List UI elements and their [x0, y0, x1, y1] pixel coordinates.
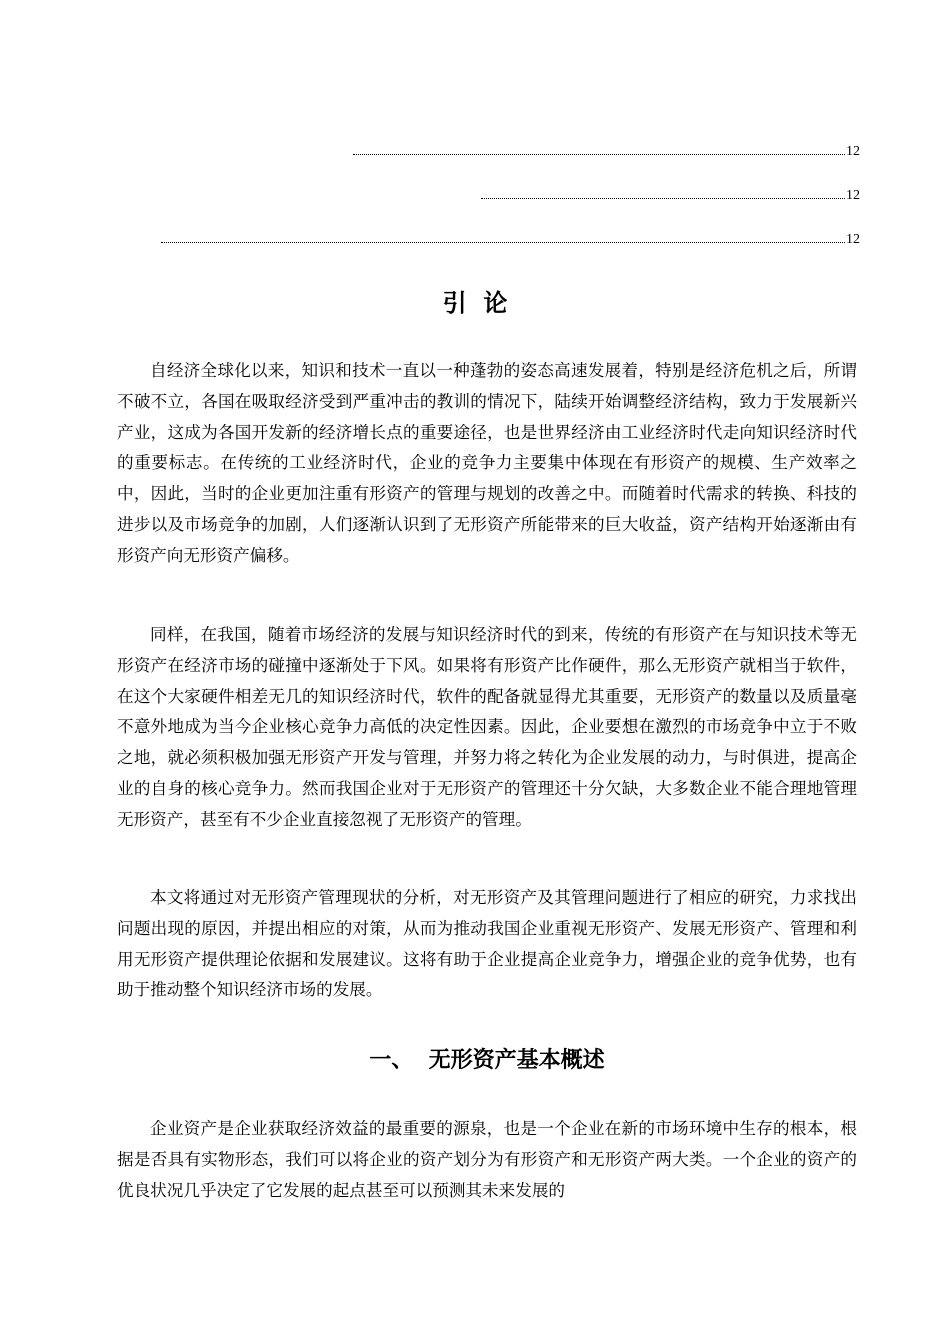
toc-entry[interactable] [161, 228, 860, 248]
intro-paragraph-1: 自经济全球化以来，知识和技术一直以一种蓬勃的姿态高速发展着，特别是经济危机之后，所谓不破不立，各国在吸取经济受到严重冲击的教训的情况下，陆续开始调整经济结构，致力于发展新兴产业，这成为各国开发新的经济增长点的重要途径，也是世界经济由工业经济时代走向知识经济时代的重要标志。在传统的工业经济时代，企业的竞争力主要集中体现在有形资产的规模、生产效率之中，因此，当时的企业更加注重有形资产的管理与规划的改善之中。而随着时代需求的转换、科技的进步以及市场竞争的加剧，人们逐渐认识到了无形资产所能带来的巨大收益，资产结构开始逐渐由有形资产向无形资产偏移。 [117, 361, 857, 565]
toc-entry[interactable] [481, 184, 860, 204]
toc-page-number: 12 [846, 232, 860, 247]
section-1-heading: 一、 无形资产基本概述 [369, 1048, 605, 1073]
toc-entry[interactable] [353, 140, 860, 160]
toc-leader-dots [161, 241, 845, 243]
toc-leader-dots [353, 153, 845, 155]
intro-paragraph-2: 同样，在我国，随着市场经济的发展与知识经济时代的到来，传统的有形资产在与知识技术等无形资产在经济市场的碰撞中逐渐处于下风。如果将有形资产比作硬件，那么无形资产就相当于软件，在这个大家硬件相差无几的知识经济时代，软件的配备就显得尤其重要，无形资产的数量以及质量毫不意外地成为当今企业核心竞争力高低的决定性因素。因此，企业要想在激烈的市场竞争中立于不败之地，就必须积极加强无形资产开发与管理，并努力将之转化为企业发展的动力，与时俱进，提高企业的自身的核心竞争力。然而我国企业对于无形资产的管理还十分欠缺，大多数企业不能合理地管理无形资产，甚至有不少企业直接忽视了无形资产的管理。 [117, 625, 857, 829]
toc-page-number: 12 [846, 188, 860, 203]
section-1-paragraph-1: 企业资产是企业获取经济效益的最重要的源泉，也是一个企业在新的市场环境中生存的根本，根据是否具有实物形态，我们可以将企业的资产划分为有形资产和无形资产两大类。一个企业的资产的优良状况几乎决定了它发展的起点甚至可以预测其未来发展的 [117, 1119, 857, 1200]
toc-page-number: 12 [846, 144, 860, 159]
intro-paragraph-3: 本文将通过对无形资产管理现状的分析，对无形资产及其管理问题进行了相应的研究，力求找出问题出现的原因，并提出相应的对策，从而为推动我国企业重视无形资产、发展无形资产、管理和利用无形资产提供理论依据和发展建议。这将有助于企业提高企业竞争力，增强企业的竞争优势，也有助于推动整个知识经济市场的发展。 [117, 888, 857, 1000]
intro-heading: 引 论 [442, 289, 508, 317]
toc-leader-dots [481, 197, 845, 199]
